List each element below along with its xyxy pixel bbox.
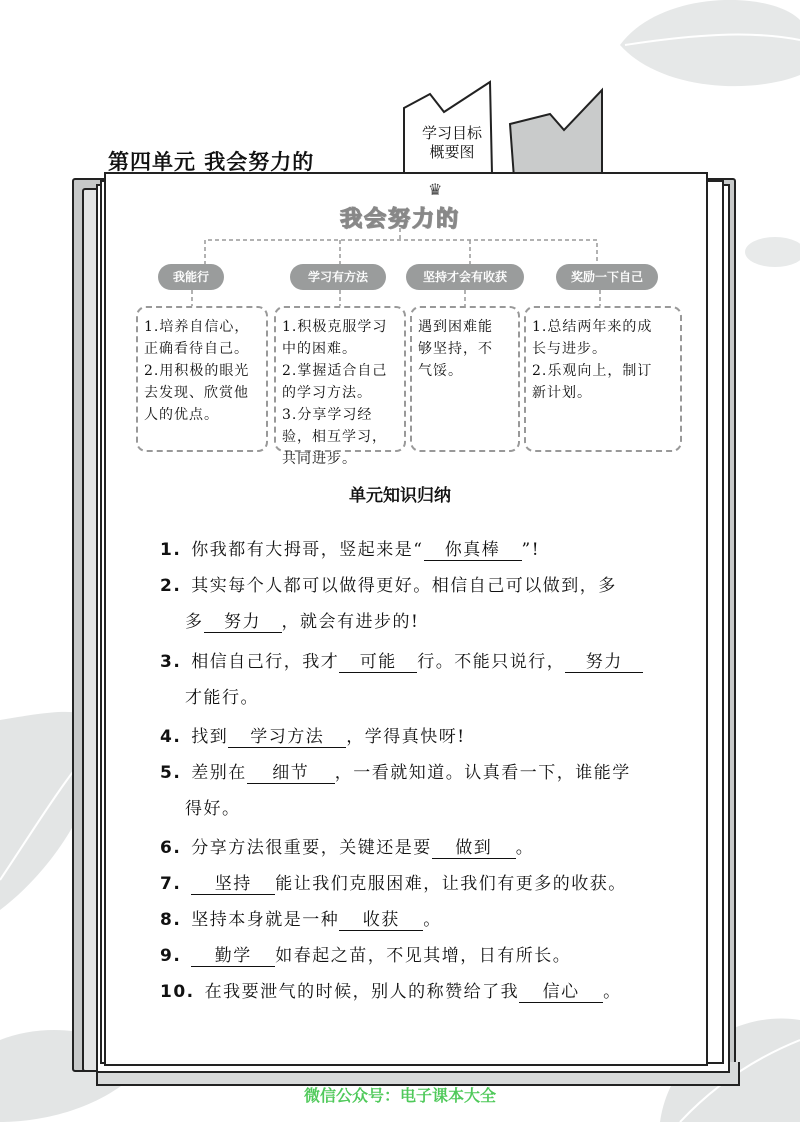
question-text: 行。不能只说行，: [417, 652, 566, 672]
question-text: 才能行。: [185, 688, 259, 708]
question-3: [160, 647, 643, 673]
question-text: ，学得真快呀!: [346, 727, 466, 747]
question-number: 6.: [160, 838, 182, 858]
question-9: [160, 941, 571, 967]
unit-title: 第四单元 我会努力的: [108, 149, 315, 174]
question-number: 9.: [160, 946, 182, 966]
question-number: 5.: [160, 763, 182, 783]
box-line: 1.积极克服学习: [282, 319, 388, 335]
section-title: 单元知识归纳: [349, 486, 451, 506]
box-line: 遇到困难能: [418, 319, 493, 335]
box-line: 1.总结两年来的成: [532, 319, 653, 335]
box-line: 正确看待自己。: [144, 341, 249, 357]
answer-blank: 勤学: [191, 946, 275, 967]
box-line: 的学习方法。: [282, 385, 372, 401]
answer-blank: 细节: [247, 763, 335, 784]
crown-icon: ♛: [428, 180, 443, 199]
branch-box-study-method: [274, 306, 406, 467]
branch-box-persistence: [410, 306, 520, 452]
question-5: [160, 758, 631, 784]
tab-label-line1: 学习目标: [421, 124, 482, 142]
question-text: 。: [423, 910, 442, 930]
answer-blank: 收获: [339, 910, 423, 931]
answer-blank: 做到: [432, 838, 516, 859]
answer-blank: 努力: [565, 652, 643, 673]
concept-map-connectors: [0, 0, 800, 320]
question-text: 其实每个人都可以做得更好。相信自己可以做到，多: [191, 576, 617, 596]
branch-label-persistence: 坚持才会有收获: [406, 264, 524, 290]
question-text: ”!: [521, 540, 541, 560]
question-number: 2.: [160, 576, 182, 596]
question-2: [160, 571, 617, 596]
question-text: 多: [185, 612, 204, 632]
question-text: 。: [603, 982, 622, 1002]
box-line: 够坚持，不: [418, 341, 493, 357]
question-text: 在我要泄气的时候，别人的称赞给了我: [204, 982, 520, 1002]
question-2-continued: [185, 607, 419, 633]
box-line: 2.用积极的眼光: [144, 363, 250, 379]
box-line: 中的困难。: [282, 341, 357, 357]
branch-box-confidence: [136, 306, 268, 452]
branch-label-confidence: 我能行: [158, 264, 224, 290]
concept-map-title: 我会努力的: [339, 207, 460, 232]
branch-label-study-method: 学习有方法: [290, 264, 386, 290]
box-line: 2.掌握适合自己: [282, 363, 388, 379]
box-line: 新计划。: [532, 385, 592, 401]
answer-blank: 学习方法: [228, 727, 346, 748]
box-line: 共同进步。: [282, 451, 357, 467]
box-line: 长与进步。: [532, 341, 607, 357]
question-text: ，就会有进步的!: [281, 612, 420, 632]
question-text: 能让我们克服困难，让我们有更多的收获。: [275, 874, 627, 894]
question-5-continued: [185, 794, 241, 819]
question-text: 如春起之苗，不见其增，日有所长。: [275, 946, 572, 966]
question-3-continued: [185, 683, 259, 708]
answer-blank: 信心: [519, 982, 603, 1003]
question-text: 得好。: [185, 799, 241, 819]
question-number: 7.: [160, 874, 182, 894]
question-7: [160, 869, 627, 895]
question-text: 差别在: [191, 763, 247, 783]
question-text: 相信自己行，我才: [191, 652, 340, 672]
question-text: 。: [515, 838, 535, 858]
question-6: [160, 833, 534, 859]
question-1: [160, 535, 540, 561]
question-text: 分享方法很重要，关键还是要: [191, 838, 432, 858]
question-number: 10.: [160, 982, 195, 1002]
question-text: 坚持本身就是一种: [191, 910, 340, 930]
answer-blank: 努力: [204, 612, 282, 633]
box-line: 3.分享学习经: [282, 407, 373, 423]
question-4: [160, 722, 466, 748]
question-number: 4.: [160, 727, 182, 747]
box-line: 1.培养自信心，: [144, 319, 250, 335]
box-line: 人的优点。: [144, 407, 219, 423]
question-10: [160, 977, 622, 1003]
answer-blank: 坚持: [191, 874, 275, 895]
answer-blank: 可能: [339, 652, 417, 673]
branch-label-reward: 奖励一下自己: [556, 264, 658, 290]
question-number: 8.: [160, 910, 182, 930]
branch-box-reward: [524, 306, 682, 452]
question-text: ，一看就知道。认真看一下，谁能学: [334, 763, 631, 783]
question-text: 你我都有大拇哥，竖起来是“: [191, 540, 424, 560]
footer-watermark: 微信公众号：电子课本大全: [303, 1086, 496, 1105]
question-8: [160, 905, 442, 931]
answer-blank: 你真棒: [424, 540, 522, 561]
box-line: 验，相互学习，: [282, 429, 387, 445]
box-line: 气馁。: [418, 363, 463, 379]
box-line: 去发现、欣赏他: [144, 385, 249, 401]
question-number: 1.: [160, 540, 182, 560]
question-number: 3.: [160, 652, 182, 672]
box-line: 2.乐观向上，制订: [532, 363, 653, 379]
question-text: 找到: [191, 727, 229, 747]
tab-label-line2: 概要图: [429, 143, 475, 161]
